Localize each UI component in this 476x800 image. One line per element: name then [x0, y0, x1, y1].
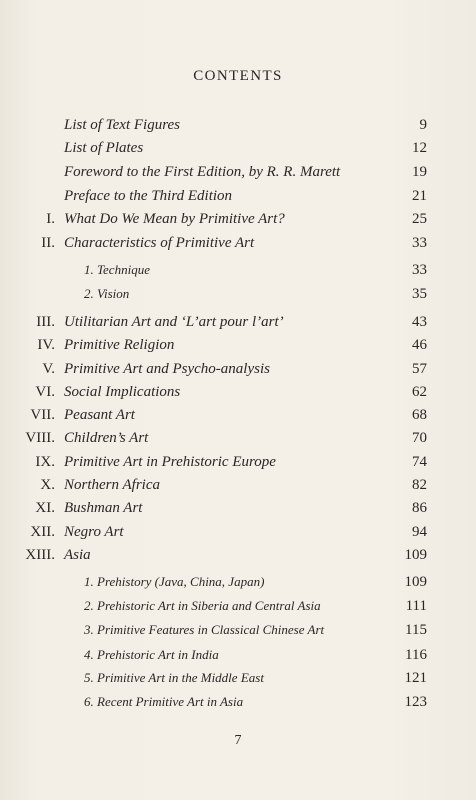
- chapter-number: IV.: [37, 337, 55, 353]
- toc-subentry: [0, 622, 476, 644]
- chapter-number: VI.: [35, 384, 55, 400]
- toc-entry: [0, 140, 476, 162]
- entry-title: 2. Vision: [84, 286, 130, 301]
- entry-title: 5. Primitive Art in the Middle East: [84, 670, 264, 685]
- page-number: 116: [405, 647, 427, 663]
- chapter-number: XI.: [35, 500, 55, 516]
- page-number: 12: [412, 140, 427, 156]
- folio-page-number: 7: [234, 733, 242, 748]
- page-number: 19: [412, 164, 427, 180]
- toc-entry: [0, 430, 476, 452]
- page-number: 43: [412, 314, 427, 330]
- entry-title: What Do We Mean by Primitive Art?: [64, 211, 285, 227]
- toc-entry: [0, 211, 476, 233]
- page-number: 46: [412, 337, 427, 353]
- entry-title: 3. Primitive Features in Classical Chinese Art: [84, 622, 325, 637]
- page-number: 21: [412, 188, 427, 204]
- toc-entry: [0, 454, 476, 476]
- entry-title: 1. Technique: [84, 262, 150, 277]
- entry-title: Northern Africa: [64, 477, 160, 493]
- entry-title: Primitive Art and Psycho-analysis: [64, 361, 270, 377]
- entry-title: 2. Prehistoric Art in Siberia and Central Asia: [84, 598, 321, 613]
- page-number: 82: [412, 477, 427, 493]
- chapter-number: IX.: [35, 454, 55, 470]
- contents-heading: CONTENTS: [193, 68, 283, 84]
- entry-title: Preface to the Third Edition: [64, 188, 233, 204]
- toc-subentry: [0, 574, 476, 596]
- chapter-number: XII.: [30, 524, 55, 540]
- entry-title: Social Implications: [64, 384, 181, 400]
- toc-subentry: [0, 286, 476, 308]
- page-number: 62: [412, 384, 427, 400]
- entry-title: List of Plates: [64, 140, 144, 156]
- entry-title: Primitive Art in Prehistoric Europe: [64, 454, 276, 470]
- toc-entry: [0, 164, 476, 186]
- page-number: 121: [404, 670, 427, 686]
- page-number: 109: [404, 574, 427, 590]
- page-number: 115: [405, 622, 427, 638]
- toc-subentry: [0, 670, 476, 692]
- chapter-number: X.: [40, 477, 55, 493]
- toc-entry: [0, 117, 476, 139]
- toc-entry: [0, 235, 476, 257]
- toc-entry: [0, 361, 476, 383]
- page-number: 74: [412, 454, 427, 470]
- entry-title: Asia: [64, 547, 91, 563]
- entry-title: Primitive Religion: [64, 337, 175, 353]
- entry-title: Utilitarian Art and ‘L’art pour l’art’: [64, 314, 284, 330]
- page-number: 86: [412, 500, 427, 516]
- page-number: 109: [404, 547, 427, 563]
- entry-title: Children’s Art: [64, 430, 149, 446]
- toc-subentry: [0, 262, 476, 284]
- page-number: 9: [419, 117, 427, 133]
- entry-title: Peasant Art: [64, 407, 135, 423]
- chapter-number: I.: [46, 211, 55, 227]
- toc-subentry: [0, 598, 476, 620]
- page-number: 35: [412, 286, 427, 302]
- page-number: 70: [412, 430, 427, 446]
- chapter-number: III.: [36, 314, 55, 330]
- page-number: 33: [412, 235, 427, 251]
- page-number: 111: [405, 598, 427, 614]
- toc-entry: [0, 314, 476, 336]
- entry-title: Foreword to the First Edition, by R. R. Marett: [64, 164, 341, 180]
- entry-title: 4. Prehistoric Art in India: [84, 647, 219, 662]
- toc-subentry: [0, 647, 476, 669]
- toc-entry: [0, 407, 476, 429]
- page-number: 94: [412, 524, 427, 540]
- toc-subentry: [0, 694, 476, 716]
- chapter-number: VII.: [30, 407, 55, 423]
- page-number: 25: [412, 211, 427, 227]
- toc-entry: [0, 384, 476, 406]
- entry-title: Characteristics of Primitive Art: [64, 235, 255, 251]
- toc-entry: [0, 337, 476, 359]
- toc-entry: [0, 547, 476, 569]
- toc-entry: [0, 188, 476, 210]
- page-number: 123: [404, 694, 427, 710]
- chapter-number: XIII.: [25, 547, 55, 563]
- toc-entry: [0, 500, 476, 522]
- page-number: 57: [412, 361, 427, 377]
- chapter-number: II.: [41, 235, 55, 251]
- chapter-number: VIII.: [25, 430, 55, 446]
- entry-title: 6. Recent Primitive Art in Asia: [84, 694, 244, 709]
- entry-title: List of Text Figures: [64, 117, 180, 133]
- chapter-number: V.: [42, 361, 55, 377]
- toc-entry: [0, 477, 476, 499]
- entry-title: Bushman Art: [64, 500, 143, 516]
- entry-title: 1. Prehistory (Java, China, Japan): [84, 574, 265, 589]
- page-number: 68: [412, 407, 427, 423]
- toc-entry: [0, 524, 476, 546]
- entry-title: Negro Art: [64, 524, 124, 540]
- page-number: 33: [412, 262, 427, 278]
